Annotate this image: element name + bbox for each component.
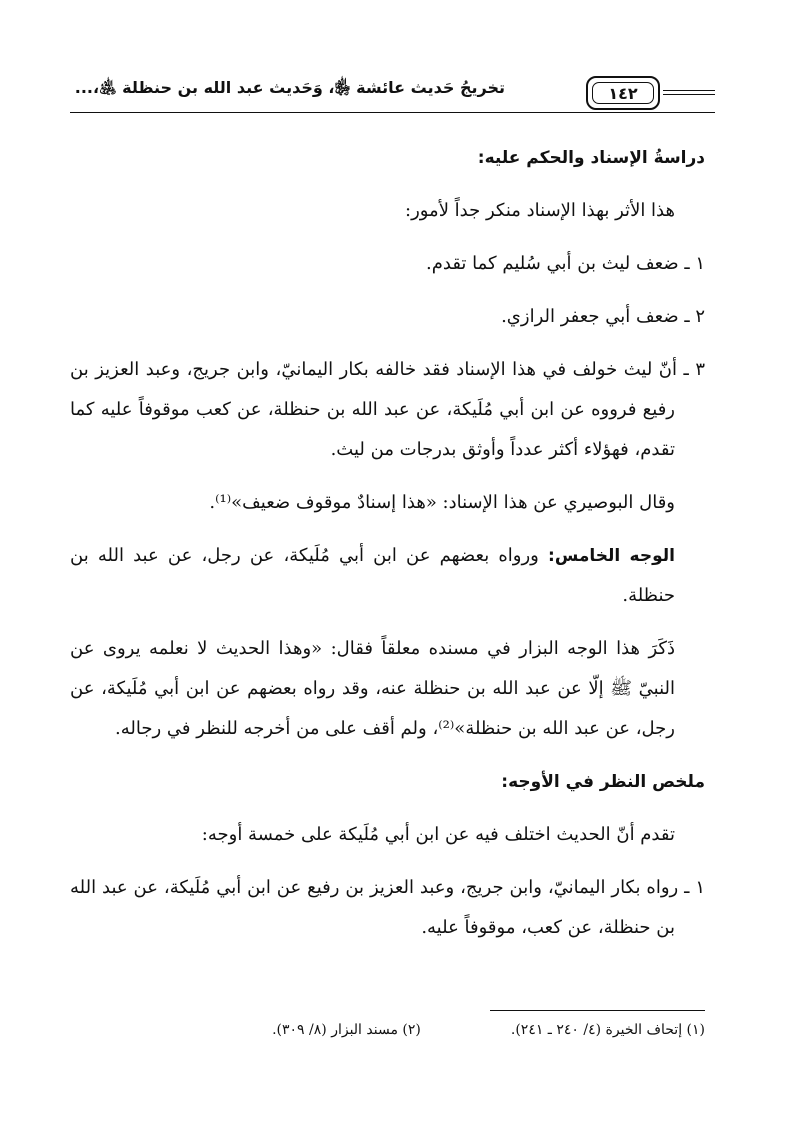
paragraph: هذا الأثر بهذا الإسناد منكر جداً لأمور: bbox=[405, 200, 675, 221]
running-title: تخريجُ حَديث عائشة ﵂، وَحَديث عبد الله بن حنظلة ﵁،... bbox=[74, 78, 505, 97]
paragraph: وقال البوصيري عن هذا الإسناد: «هذا إسنادٌ موقوف ضعيف»⁽¹⁾. bbox=[209, 492, 675, 513]
main-text bbox=[70, 138, 705, 961]
footnote-divider bbox=[490, 1010, 705, 1011]
list-item: ٢ ـ ضعف أبي جعفر الرازي. bbox=[501, 306, 705, 327]
paragraph bbox=[70, 536, 705, 616]
paragraph: تقدم أنّ الحديث اختلف فيه عن ابن أبي مُلَيكة على خمسة أوجه: bbox=[201, 824, 675, 845]
footnote: (٢) مسند البزار (٨/ ٣٠٩). bbox=[272, 1022, 421, 1038]
section-heading: دراسةُ الإسناد والحكم عليه: bbox=[477, 148, 705, 168]
page-number-frame bbox=[586, 76, 660, 110]
paragraph-text: ورواه بعضهم عن ابن أبي مُلَيكة، عن رجل، عن عبد الله بن حنظلة. bbox=[70, 545, 675, 606]
footnotes bbox=[70, 1022, 705, 1038]
section-heading: ملخص النظر في الأوجه: bbox=[501, 772, 705, 792]
page-header bbox=[70, 72, 715, 116]
header-ornament-rule bbox=[663, 90, 715, 95]
list-item: ١ ـ رواه بكار اليمانيّ، وابن جريج، وعبد العزيز بن رفيع عن ابن أبي مُلَيكة، عن عبد الله بن حنظلة، عن كعب، موقوفاً عليه. bbox=[70, 877, 705, 938]
inline-heading: الوجه الخامس: bbox=[548, 546, 675, 566]
list-item: ٣ ـ أنّ ليث خولف في هذا الإسناد فقد خالفه بكار اليمانيّ، وابن جريج، وعبد العزيز بن رفيع فرووه عن ابن أبي مُلَيكة، عن عبد الله بن حنظلة، عن كعب موقوفاً عليه كما تقدم، فهؤلاء أكثر عدداً وأوثق بدرجات من ليث. bbox=[70, 359, 705, 460]
page-number: ١٤٢ bbox=[592, 82, 654, 104]
list-item: ١ ـ ضعف ليث بن أبي سُليم كما تقدم. bbox=[426, 253, 705, 274]
paragraph: ذَكَرَ هذا الوجه البزار في مسنده معلقاً فقال: «وهذا الحديث لا نعلمه يروى عن النبيّ ﷺ إلّا عن عبد الله بن حنظلة عنه، وقد رواه بعضهم عن ابن أبي مُلَيكة، عن رجل، عن عبد الله بن حنظلة»⁽²⁾، ولم أقف على من أخرجه للنظر في رجاله. bbox=[70, 638, 675, 739]
footnote: (١) إتحاف الخيرة (٤/ ٢٤٠ ـ ٢٤١). bbox=[510, 1022, 705, 1038]
header-divider bbox=[70, 112, 715, 113]
